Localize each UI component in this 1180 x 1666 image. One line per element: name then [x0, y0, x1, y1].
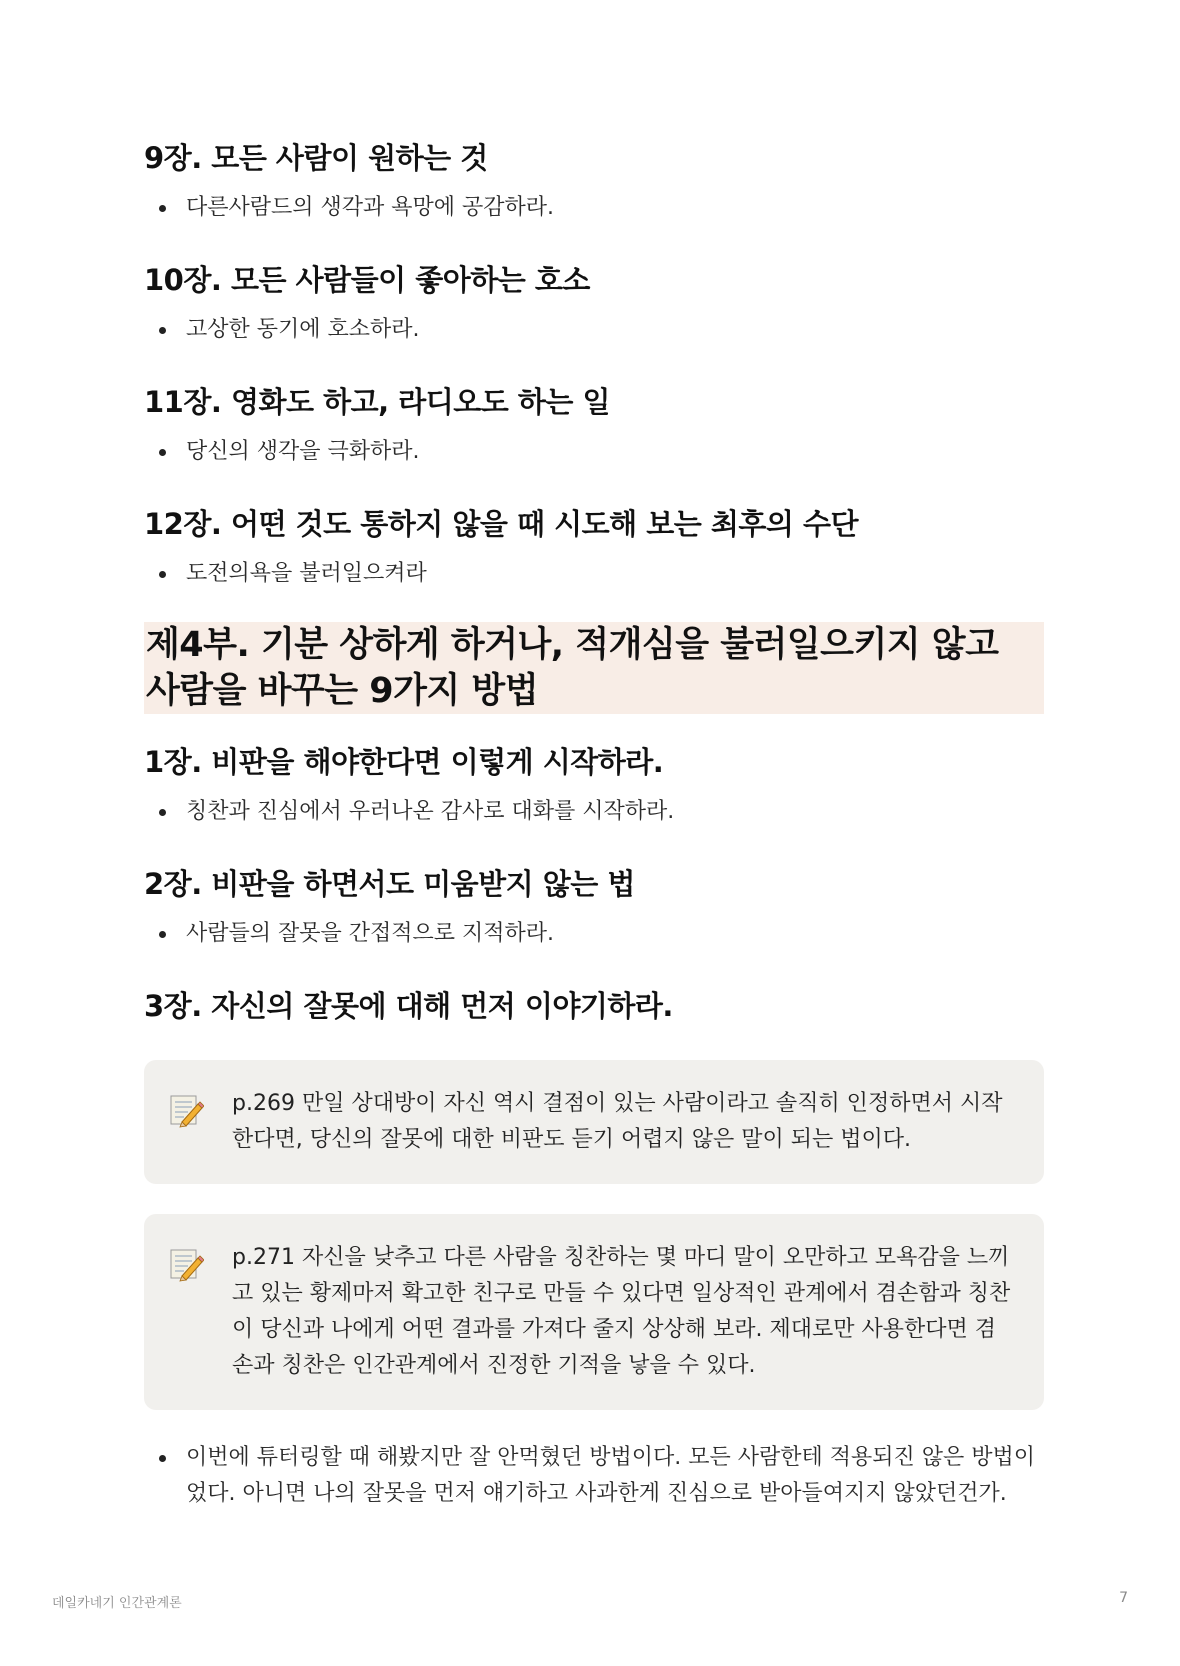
- bullet-item: 이번에 튜터링할 때 해봤지만 잘 안먹혔던 방법이다. 모든 사람한테 적용되진 않은 방법이었다. 아니면 나의 잘못을 먼저 얘기하고 사과한게 진심으로 받아들여지지 않았던건가.: [144, 1440, 1044, 1512]
- chapter-heading: 2장. 비판을 하면서도 미움받지 않는 법: [144, 867, 635, 901]
- chapter-10-section: [144, 260, 1044, 348]
- bullet-list: [144, 1440, 1044, 1512]
- chapter-heading: 10장. 모든 사람들이 좋아하는 호소: [144, 263, 590, 297]
- callout-box: [144, 1214, 1044, 1410]
- page-content: [144, 138, 1044, 1512]
- bullet-item: 고상한 동기에 호소하라.: [144, 312, 1044, 348]
- bullet-item: 칭찬과 진심에서 우러나온 감사로 대화를 시작하라.: [144, 794, 1044, 830]
- bullet-item: 당신의 생각을 극화하라.: [144, 434, 1044, 470]
- callout-text: p.271 자신을 낮추고 다른 사람을 칭찬하는 몇 마디 말이 오만하고 모욕감을 느끼고 있는 황제마저 확고한 친구로 만들 수 있다면 일상적인 관계에서 겸손함과 칭찬이 당신과 나에게 어떤 결과를 가져다 줄지 상상해 보라. 제대로만 사용한다면 겸손과 칭찬은 인간관계에서 진정한 기적을 낳을 수 있다.: [232, 1245, 1011, 1378]
- chapter-2-section: [144, 864, 1044, 952]
- chapter-1-section: [144, 742, 1044, 830]
- bullet-list: [144, 916, 1044, 952]
- memo-icon: [168, 1092, 204, 1128]
- chapter-heading: 1장. 비판을 해야한다면 이렇게 시작하라.: [144, 745, 664, 779]
- chapter-heading: 12장. 어떤 것도 통하지 않을 때 시도해 보는 최후의 수단: [144, 507, 859, 541]
- chapter-9-section: [144, 138, 1044, 226]
- chapter-heading: 3장. 자신의 잘못에 대해 먼저 이야기하라.: [144, 989, 673, 1023]
- callout-text: p.269 만일 상대방이 자신 역시 결점이 있는 사람이라고 솔직히 인정하면서 시작한다면, 당신의 잘못에 대한 비판도 듣기 어렵지 않은 말이 되는 법이다.: [232, 1091, 1003, 1152]
- part-heading: 제4부. 기분 상하게 하거나, 적개심을 불러일으키지 않고 사람을 바꾸는 9가지 방법: [144, 622, 1044, 714]
- chapter-heading: 9장. 모든 사람이 원하는 것: [144, 141, 488, 175]
- bullet-list: [144, 556, 1044, 592]
- page-number: 7: [1119, 1590, 1128, 1606]
- bullet-item: 사람들의 잘못을 간접적으로 지적하라.: [144, 916, 1044, 952]
- chapter-11-section: [144, 382, 1044, 470]
- bullet-list: [144, 190, 1044, 226]
- chapter-12-section: [144, 504, 1044, 592]
- chapter-heading: 11장. 영화도 하고, 라디오도 하는 일: [144, 385, 611, 419]
- chapter-3-section: [144, 986, 1044, 1026]
- bullet-item: 다른사람드의 생각과 욕망에 공감하라.: [144, 190, 1044, 226]
- bullet-list: [144, 434, 1044, 470]
- footer-document-title: 데일카네기 인간관계론: [52, 1596, 182, 1611]
- bullet-list: [144, 794, 1044, 830]
- bullet-list: [144, 312, 1044, 348]
- callout-box: [144, 1060, 1044, 1184]
- memo-icon: [168, 1246, 204, 1282]
- bullet-item: 도전의욕을 불러일으켜라: [144, 556, 1044, 592]
